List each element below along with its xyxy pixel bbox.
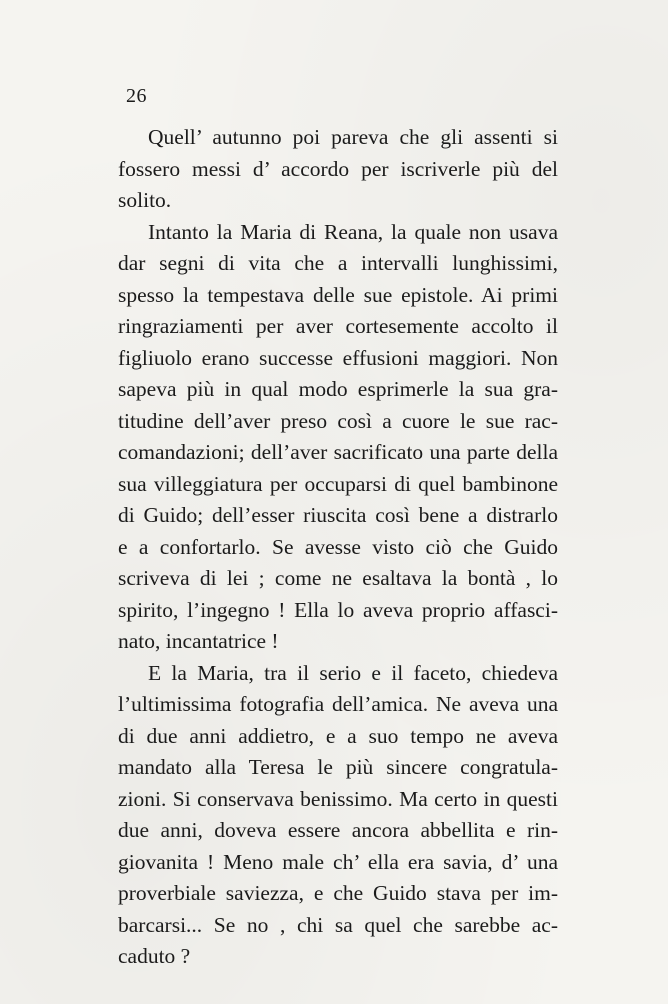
- text-line: solito.: [118, 188, 172, 212]
- body-text: [118, 122, 558, 973]
- text-line: di due anni addietro, e a suo tempo ne aveva: [118, 723, 558, 748]
- text-line: zioni. Si conservava benissimo. Ma certo in questi: [118, 786, 558, 811]
- text-line: mandato alla Teresa le più sincere congratula-: [118, 755, 558, 779]
- text-line: proverbiale saviezza, e che Guido stava per im-: [118, 881, 558, 905]
- text-line: nato, incantatrice !: [118, 629, 279, 653]
- text-line: scriveva di lei ; come ne esaltava la bontà , lo: [118, 566, 558, 590]
- text-line: e a confortarlo. Se avesse visto ciò che Guido: [118, 534, 558, 559]
- text-line: titudine dell’aver preso così a cuore le sue rac-: [118, 408, 558, 433]
- text-line: spesso la tempestava delle sue epistole. Ai primi: [118, 282, 558, 307]
- text-line: barcarsi... Se no , chi sa quel che sarebbe ac-: [118, 912, 558, 937]
- text-line: comandazioni; dell’aver sacrificato una parte della: [118, 440, 558, 464]
- text-line: di Guido; dell’esser riuscita così bene a distrarlo: [118, 503, 558, 527]
- text-line: spirito, l’ingegno ! Ella lo aveva proprio affasci-: [118, 597, 558, 622]
- text-line: l’ultimissima fotografia dell’amica. Ne aveva una: [118, 692, 558, 716]
- text-line: due anni, doveva essere ancora abbellita e rin-: [118, 818, 558, 842]
- text-line: Intanto la Maria di Reana, la quale non usava: [148, 219, 558, 244]
- text-line: giovanita ! Meno male ch’ ella era savia, d’ una: [118, 849, 558, 874]
- text-line: E la Maria, tra il serio e il faceto, chiedeva: [148, 660, 558, 685]
- text-line: caduto ?: [118, 944, 191, 968]
- text-line: figliuolo erano successe effusioni maggiori. Non: [118, 345, 558, 370]
- text-line: dar segni di vita che a intervalli lunghissimi,: [118, 251, 558, 275]
- text-line: fossero messi d’ accordo per iscriverle più del: [118, 156, 558, 181]
- text-line: sapeva più in qual modo esprimerle la sua gra-: [118, 377, 558, 401]
- text-line: ringraziamenti per aver cortesemente accolto il: [118, 314, 558, 338]
- text-line: Quell’ autunno poi pareva che gli assenti si: [148, 125, 558, 149]
- text-line: sua villeggiatura per occuparsi di quel bambinone: [118, 471, 558, 496]
- page-number: 26: [126, 85, 147, 107]
